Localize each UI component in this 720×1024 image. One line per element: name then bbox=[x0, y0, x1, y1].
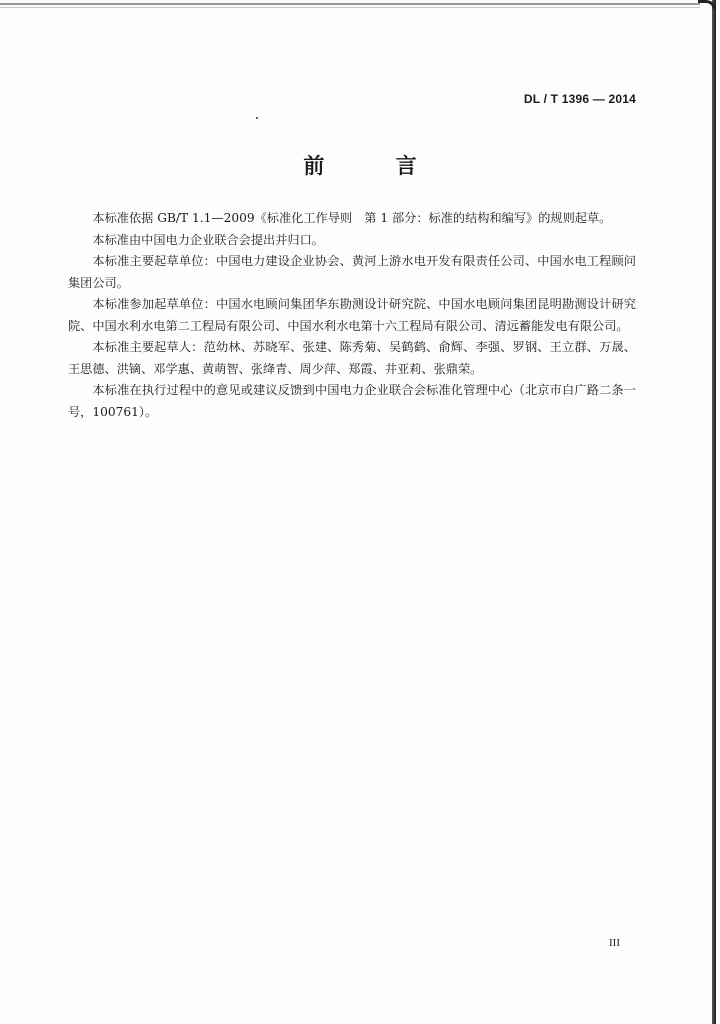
paragraph-participating-units: 本标准参加起草单位：中国水电顾问集团华东勘测设计研究院、中国水电顾问集团昆明勘测设计研究院、中国水利水电第二工程局有限公司、中国水利水电第十六工程局有限公司、清远蓄能发电有限公司。 bbox=[68, 297, 636, 333]
paragraph-drafting-rules: 本标准依据 GB/T 1.1—2009《标准化工作导则 第 1 部分：标准的结构和编写》的规则起草。 bbox=[92, 211, 612, 225]
paragraph-feedback: 本标准在执行过程中的意见或建议反馈到中国电力企业联合会标准化管理中心（北京市白广路二条一号，100761）。 bbox=[68, 383, 636, 419]
foreword-body bbox=[68, 208, 636, 423]
section-title: 前 言 bbox=[303, 154, 449, 178]
scan-speck bbox=[256, 117, 258, 119]
paragraph-proposer: 本标准由中国电力企业联合会提出并归口。 bbox=[92, 232, 324, 247]
scan-top-rule bbox=[0, 3, 700, 5]
paragraph-main-drafting-units: 本标准主要起草单位：中国电力建设企业协会、黄河上游水电开发有限责任公司、中国水电工程顾问集团公司。 bbox=[68, 254, 636, 290]
document-code: DL / T 1396 — 2014 bbox=[523, 92, 636, 106]
paragraph-main-drafters: 本标准主要起草人：范幼林、苏晓军、张建、陈秀菊、吴鹤鹤、俞辉、李强、罗钢、王立群、万晟、王思德、洪镝、邓学惠、黄萌智、张绛青、周少萍、郑霞、井亚莉、张鼎荣。 bbox=[68, 340, 636, 376]
page-number: III bbox=[609, 937, 620, 949]
scan-top-rule-secondary bbox=[0, 7, 700, 8]
